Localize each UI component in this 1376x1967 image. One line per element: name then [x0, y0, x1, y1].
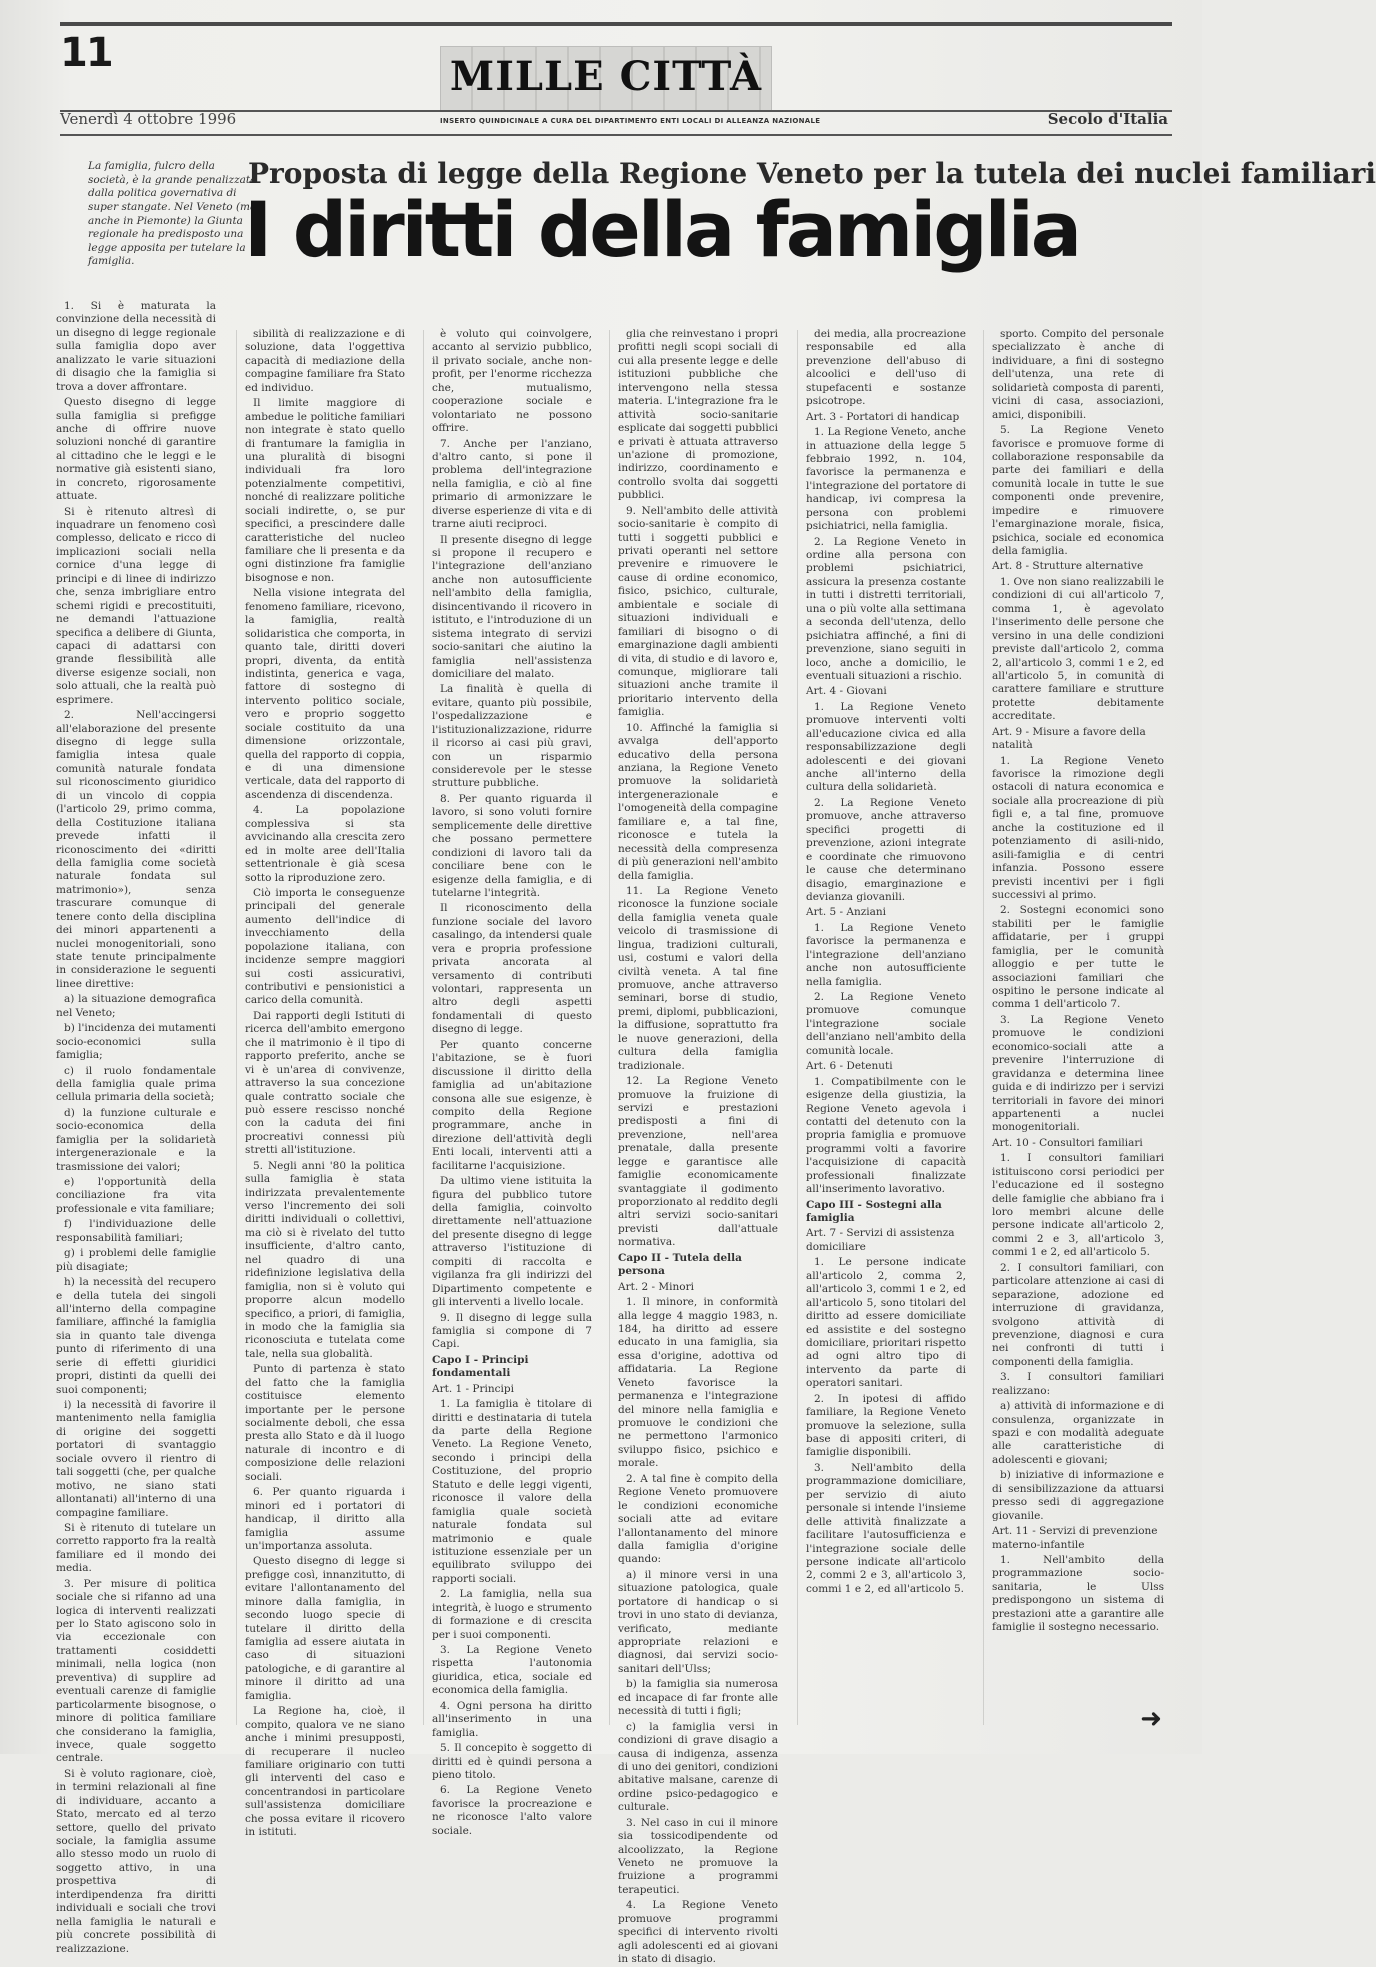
paragraph: 2. La famiglia, nella sua integrità, è luogo e strumento di formazione e di crescita per i suoi componenti.: [432, 1588, 592, 1641]
chapter-heading: Capo II - Tutela della persona: [618, 1251, 742, 1278]
paragraph: 1. La Regione Veneto favorisce la permanenza e l'integrazione dell'anziano anche non autosufficiente nella famiglia.: [806, 921, 966, 988]
paragraph: 1. Ove non siano realizzabili le condizioni di cui all'articolo 7, comma 1, è agevolato l'inserimento delle persone che versino in una delle condizioni previste dall'articolo 2, comma 2, all'articolo 3, commi 1 e 2, ed all'articolo 5, in comunità di carattere familiare e strutture protette debitamente accreditate.: [992, 575, 1164, 723]
paragraph: 5. Il concepito è soggetto di diritti ed è quindi persona a pieno titolo.: [432, 1742, 592, 1781]
paragraph: sporto. Compito del personale specializzato è anche di individuare, a fini di sostegno dell'utenza, una rete di solidarietà composta di parenti, vicini di casa, associazioni, amici, disponibili.: [992, 328, 1164, 421]
paragraph: dei media, alla procreazione responsabile ed alla prevenzione dell'abuso di alcoolici e dell'uso di stupefacenti e sostanze psicotrope.: [806, 328, 966, 408]
article-column-3: [432, 328, 592, 1837]
paragraph: Questo disegno di legge si prefigge così, innanzitutto, di evitare l'allontanamento del minore dalla famiglia, in secondo luogo specie di tutelare il diritto della famiglia ad essere aiutata in caso di situazioni patologiche, e di garantire al minore il diritto ad una famiglia.: [245, 1555, 405, 1702]
paragraph: 1. La famiglia è titolare di diritti e destinataria di tutela da parte della Regione Veneto. La Regione Veneto, secondo i principi della Costituzione, del proprio Statuto e delle leggi vigenti, riconosce il valore della famiglia quale società naturale fondata sul matrimonio e quale istituzione essenziale per un equilibrato sviluppo dei rapporti sociali.: [432, 1398, 592, 1585]
paragraph: Nella visione integrata del fenomeno familiare, ricevono, la famiglia, realtà solidaristica che comporta, in quanto tale, diritti doveri propri, diventa, da entità indistinta, generica e vaga, fattore di sostegno di intervento politico sociale, vero e proprio soggetto sociale costituito da una dimensione orizzontale, quella del rapporto di coppia, e di una dimensione verticale, data del rapporto di ascendenza di discendenza.: [245, 587, 405, 801]
paragraph: 1. Le persone indicate all'articolo 2, comma 2, all'articolo 3, commi 1 e 2, ed all'articolo 5, sono titolari del diritto ad essere domiciliate ed assistite e del sostegno domiciliare, prioritari rispetto ad ogni altro tipo di intervento da parte di operatori sanitari.: [806, 1256, 966, 1390]
continue-arrow-icon: ➜: [1140, 1704, 1162, 1734]
article-heading: Art. 5 - Anziani: [806, 906, 887, 919]
paragraph: 1. La Regione Veneto favorisce la rimozione degli ostacoli di natura economica e sociale alla procreazione di più figli e, a tal fine, promuove anche la costituzione ed il potenziamento di asili-nido, asili-famiglia e di centri infanzia. Possono essere previsti incentivi per i figli successivi al primo.: [992, 754, 1164, 901]
chapter-heading: Capo I - Principi fondamentali: [432, 1353, 529, 1380]
paragraph: Questo disegno di legge sulla famiglia si prefigge anche di offrire nuove soluzioni nonché di garantire al cittadino che le leggi e le normative già esistenti siano, in concreto, rigorosamente attuate.: [56, 396, 216, 503]
paragraph: 1. Il minore, in conformità alla legge 4 maggio 1983, n. 184, ha diritto ad essere educato in una famiglia, sia essa d'origine, adottiva od affidataria. La Regione Veneto favorisce la permanenza e l'integrazione del minore nella famiglia e promuove le condizioni che ne permettono l'armonico sviluppo fisico, psichico e morale.: [618, 1296, 778, 1470]
article-heading: Art. 9 - Misure a favore della natalità: [992, 725, 1146, 752]
article-column-5: [806, 328, 966, 1730]
paragraph: 5. La Regione Veneto favorisce e promuove forme di collaborazione responsabile da parte dei familiari e della comunità locale in tutte le sue componenti onde prevenire, impedire e rimuovere l'emarginazione morale, fisica, psichica, sociale ed economica della famiglia.: [992, 424, 1164, 557]
paragraph: a) la situazione demografica nel Veneto;: [56, 993, 216, 1019]
article-intro: La famiglia, fulcro della società, è la grande penalizzata dalla politica governativa di super stangate. Nel Veneto (ma anche in Piemonte) la Giunta regionale ha predisposto una legge apposita per tutelare la famiglia.: [88, 160, 257, 268]
paragraph: è voluto qui coinvolgere, accanto al servizio pubblico, il privato sociale, anche non-profit, per l'enorme ricchezza che, mutualismo, cooperazione sociale e volontariato ne possono offrire.: [432, 328, 592, 435]
paragraph: Dai rapporti degli Istituti di ricerca dell'ambito emergono che il matrimonio è il tipo di rapporto preferito, anche se vi è un'area di convivenze, attraverso la sua concezione quale contratto sociale che può essere rescisso nonché con la caduta dei fini procreativi connessi più stretti all'istituzione.: [245, 1009, 405, 1157]
paragraph: La finalità è quella di evitare, quanto più possibile, l'ospedalizzazione e l'istituzionalizzazione, ridurre il ricorso ai casi più gravi, con un risparmio considerevole per le stesse strutture pubbliche.: [432, 683, 592, 790]
paragraph: g) i problemi delle famiglie più disagiate;: [56, 1247, 216, 1273]
paragraph: a) attività di informazione e di consulenza, organizzate in spazi e con modalità adeguate alle caratteristiche di adolescenti e giovani;: [992, 1400, 1164, 1466]
paragraph: 3. La Regione Veneto rispetta l'autonomia giuridica, etica, sociale ed economica della famiglia.: [432, 1644, 592, 1697]
column-divider: [236, 330, 237, 1725]
paragraph: Si è ritenuto altresì di inquadrare un fenomeno così complesso, delicato e ricco di implicazioni sociali nella cornice d'una legge di principi e di linee di indirizzo che, senza imbrigliare entro schemi rigidi e precostituiti, ne demandi l'attuazione specifica a delibere di Giunta, capaci di adattarsi con grande flessibilità alle diverse esigenze sociali, non solo attuali, che la realtà può esprimere.: [56, 505, 216, 706]
paragraph: 3. La Regione Veneto promuove le condizioni economico-sociali atte a prevenire l'interruzione di gravidanza e determina linee guida e di indirizzo per i servizi territoriali in favore dei minori appartenenti a nuclei monogenitoriali.: [992, 1013, 1164, 1134]
paragraph: 2. Sostegni economici sono stabiliti per le famiglie affidatarie, per i gruppi famiglia, per le comunità alloggio e per tutte le associazioni familiari che ospitino le persone indicate al comma 1 dell'articolo 7.: [992, 904, 1164, 1011]
paragraph: 3. Nell'ambito della programmazione domiciliare, per servizio di aiuto personale si intende l'insieme delle attività finalizzate a facilitare l'autosufficienza e l'integrazione sociale delle persone indicate all'articolo 2, commi 2 e 3, all'articolo 3, commi 1 e 2, ed all'articolo 5.: [806, 1461, 966, 1595]
paragraph: b) la famiglia sia numerosa ed incapace di far fronte alle necessità di tutti i figli;: [618, 1678, 778, 1718]
dateline: Venerdì 4 ottobre 1996: [60, 110, 237, 128]
paragraph: 1. La Regione Veneto promuove interventi volti all'educazione civica ed alla responsabilizzazione degli adolescenti e dei giovani anche all'interno della cultura della solidarietà.: [806, 700, 966, 794]
article-heading: Art. 7 - Servizi di assistenza domiciliare: [806, 1227, 955, 1253]
paragraph: 3. I consultori familiari realizzano:: [992, 1371, 1164, 1397]
paragraph: Si è voluto ragionare, cioè, in termini relazionali al fine di individuare, accanto a Stato, mercato ed al terzo settore, quello del privato sociale, la famiglia assume allo stesso modo un ruolo di soggetto attivo, in una prospettiva di interdipendenza fra diritti individuali e sociali che trovi nella famiglia le naturali e più concrete possibilità di realizzazione.: [56, 1767, 216, 1955]
paragraph: 2. I consultori familiari, con particolare attenzione ai casi di separazione, adozione ed interruzione di gravidanza, svolgono attività di prevenzione, diagnosi e cura nei confronti di tutti i componenti della famiglia.: [992, 1261, 1164, 1368]
paragraph: 3. Per misure di politica sociale che si rifanno ad una logica di interventi realizzati per lo Stato agiscono solo in via eccezionale con trattamenti cosiddetti minimali, nella logica (non preventiva) di supplire ad eventuali carenze di famiglie particolarmente bisognose, o minore di politica familiare che considerano la famiglia, invece, quale soggetto centrale.: [56, 1577, 216, 1765]
paragraph: La Regione ha, cioè, il compito, qualora ve ne siano anche i minimi presupposti, di recuperare il nucleo familiare originario con tutti gli interventi del caso e concentrandosi in particolare sull'assistenza domiciliare che possa evitare il ricovero in istituti.: [245, 1705, 405, 1839]
paragraph: 1. Nell'ambito della programmazione socio-sanitaria, le Ulss predispongono un sistema di prestazioni atte a garantire alle famiglie il sostegno necessario.: [992, 1553, 1164, 1634]
supplement-tagline: INSERTO QUINDICINALE A CURA DEL DIPARTIMENTO ENTI LOCALI DI ALLEANZA NAZIONALE: [440, 117, 821, 125]
article-column-1: [56, 300, 216, 1955]
article-heading: Art. 10 - Consultori familiari: [992, 1136, 1143, 1149]
article-heading: Art. 11 - Servizi di prevenzione materno-infantile: [992, 1525, 1158, 1551]
paragraph: 6. Per quanto riguarda i minori ed i portatori di handicap, il diritto alla famiglia assume un'importanza assoluta.: [245, 1486, 405, 1552]
article-column-4: [618, 328, 779, 1966]
paragraph: c) la famiglia versi in condizioni di grave disagio a causa di indigenza, assenza di uno dei genitori, condizioni abitative malsane, carenze di ordine psico-pedagogico e culturale.: [618, 1720, 778, 1814]
paragraph: 2. La Regione Veneto in ordine alla persona con problemi psichiatrici, assicura la presenza costante in tutti i distretti territoriali, una o più volte alla settimana a seconda dell'utenza, dello psichiatra affinché, a fini di prevenzione, siano seguiti in loco, anche a domicilio, le eventuali situazioni a rischio.: [806, 535, 966, 682]
paragraph: h) la necessità del recupero e della tutela dei singoli all'interno della compagine familiare, affinché la famiglia sia in quanto tale divenga punto di riferimento di una serie di effetti giuridici propri, distinti da quelli dei suoi componenti;: [56, 1276, 216, 1396]
chapter-heading: Capo III - Sostegni alla famiglia: [806, 1198, 942, 1224]
paragraph: Punto di partenza è stato del fatto che la famiglia costituisce elemento importante per le persone socialmente deboli, che essa presta allo Stato e dà il luogo naturale di incontro e di composizione delle relazioni sociali.: [245, 1363, 405, 1483]
paragraph: sibilità di realizzazione e di soluzione, data l'oggettiva capacità di mediazione della compagine familiare fra Stato ed individuo.: [245, 328, 405, 394]
paragraph: a) il minore versi in una situazione patologica, quale portatore di handicap o si trovi in uno stato di devianza, verificato, mediante appropriate relazioni e diagnosi, dai servizi socio-sanitari dell'Ulss;: [618, 1568, 778, 1675]
newspaper-name: Secolo d'Italia: [1047, 110, 1168, 128]
paragraph: 9. Nell'ambito delle attività socio-sanitarie è compito di tutti i soggetti pubblici e privati operanti nel settore prevenire e rimuovere le cause di ordine economico, fisico, psichico, culturale, ambientale e sociale di situazioni individuali e familiari di bisogno o di emarginazione dagli ambienti di vita, di studio e di lavoro e, comunque, migliorare tali situazioni anche tramite il prioritario intervento della famiglia.: [618, 504, 778, 719]
paragraph: 6. La Regione Veneto favorisce la procreazione e ne riconosce l'alto valore sociale.: [432, 1784, 592, 1837]
paragraph: 1. Si è maturata la convinzione della necessità di un disegno di legge regionale sulla famiglia dopo aver analizzato le varie situazioni di disagio che la famiglia si trova a dover affrontare.: [56, 300, 216, 393]
paragraph: c) il ruolo fondamentale della famiglia quale prima cellula primaria della società;: [56, 1064, 216, 1104]
paragraph: e) l'opportunità della conciliazione fra vita professionale e vita familiare;: [56, 1176, 216, 1215]
article-headline: I diritti della famiglia: [244, 185, 1080, 274]
paragraph: 4. La popolazione complessiva si sta avvicinando alla crescita zero ed in molte aree dell'Italia settentrionale è già scesa sotto la riproduzione zero.: [245, 804, 405, 884]
paragraph: 2. La Regione Veneto promuove comunque l'integrazione sociale dell'anziano nell'ambito della comunità locale.: [806, 991, 966, 1057]
paragraph: b) l'incidenza dei mutamenti socio-economici sulla famiglia;: [56, 1022, 216, 1062]
paragraph: 1. Compatibilmente con le esigenze della giustizia, la Regione Veneto agevola i contatti del detenuto con la propria famiglia e promuove programmi volti a favorire l'acquisizione di capacità professionali finalizzate all'inserimento lavorativo.: [806, 1075, 966, 1196]
paragraph: b) iniziative di informazione e di sensibilizzazione da attuarsi presso sedi di aggregazione giovanile.: [992, 1469, 1164, 1522]
column-divider: [423, 330, 424, 1725]
paragraph: 4. La Regione Veneto promuove programmi specifici di intervento rivolti agli adolescenti ed ai giovani in stato di disagio.: [618, 1899, 778, 1966]
paragraph: 9. Il disegno di legge sulla famiglia si compone di 7 Capi.: [432, 1311, 592, 1351]
paragraph: Il riconoscimento della funzione sociale del lavoro casalingo, da intendersi quale vera e propria professione privata ancorata al versamento di contributi volontari, rappresenta un altro degli aspetti fondamentali di questo disegno di legge.: [432, 902, 592, 1036]
page-number: 11: [60, 30, 112, 76]
paragraph: i) la necessità di favorire il mantenimento nella famiglia di origine dei soggetti portatori di svantaggio sociale ovvero il rientro di tali soggetti (che, per qualche motivo, ne siano stati allontanati) all'interno di una compagine familiare.: [56, 1399, 216, 1519]
paragraph: Il presente disegno di legge si propone il recupero e l'integrazione dell'anziano anche non autosufficiente nell'ambito della famiglia, disincentivando il ricovero in istituto, e l'introduzione di un sistema integrato di servizi socio-sanitari che aiutino la famiglia nell'assistenza domiciliare del malato.: [432, 533, 592, 680]
paragraph: 1. I consultori familiari istituiscono corsi periodici per l'educazione ed il sostegno delle famiglie che abbiano fra i loro membri alcune delle persone indicate all'articolo 2, commi 2 e 3, all'articolo 3, commi 1 e 2, ed all'articolo 5.: [992, 1152, 1164, 1259]
paragraph: Ciò importa le conseguenze principali del generale aumento dell'indice di invecchiamento della popolazione italiana, con incidenze sempre maggiori sui costi assicurativi, contributivi e pensionistici a carico della comunità.: [245, 886, 405, 1007]
column-divider: [797, 330, 798, 1725]
paragraph: 2. In ipotesi di affido familiare, la Regione Veneto promuove la selezione, sulla base di appositi criteri, di famiglie disponibili.: [806, 1392, 966, 1459]
paragraph: Per quanto concerne l'abitazione, se è fuori discussione il diritto della famiglia ad un'abitazione consona alle sue esigenze, è compito della Regione programmare, anche in direzione dell'attività degli Enti locali, interventi atti a facilitarne l'acquisizione.: [432, 1038, 592, 1172]
paragraph: 2. La Regione Veneto promuove, anche attraverso specifici progetti di prevenzione, azioni integrate e coordinate che rimuovono le cause che determinano disagio, emarginazione e devianza giovanili.: [806, 796, 966, 903]
paragraph: 2. A tal fine è compito della Regione Veneto promuovere le condizioni economiche sociali atte ad evitare l'allontanamento del minore dalla famiglia d'origine quando:: [618, 1472, 778, 1566]
article-heading: Art. 1 - Principi: [432, 1382, 514, 1395]
article-heading: Art. 4 - Giovani: [806, 685, 887, 698]
top-rule: [60, 22, 1172, 26]
masthead-logo: [440, 46, 772, 112]
paragraph: Il limite maggiore di ambedue le politiche familiari non integrate è stato quello di frantumare la famiglia in una pluralità di bisogni individuali fra loro potenzialmente competitivi, nonché di realizzare politiche sociali indirette, o, se pur specifici, a prescindere dalle caratteristiche del nucleo familiare che li presenta e da ogni distinzione fra famiglie bisognose e non.: [245, 397, 405, 584]
column-divider: [983, 330, 984, 1725]
paragraph: Da ultimo viene istituita la figura del pubblico tutore della famiglia, coinvolto direttamente nell'attuazione del presente disegno di legge attraverso l'istituzione di compiti di raccolta e vigilanza fra gli indirizzi del Dipartimento competente e gli interventi a livello locale.: [432, 1175, 592, 1309]
paragraph: d) la funzione culturale e socio-economica della famiglia per la solidarietà intergenerazionale e la trasmissione dei valori;: [56, 1106, 216, 1173]
paragraph: 12. La Regione Veneto promuove la fruizione di servizi e prestazioni predisposti a fini di prevenzione, nell'area prenatale, dalla presente legge e garantisce alle famiglie economicamente svantaggiate il godimento proporzionato al reddito degli altri servizi socio-sanitari previsti dall'attuale normativa.: [618, 1075, 778, 1249]
article-heading: Art. 8 - Strutture alternative: [992, 560, 1144, 573]
column-divider: [609, 330, 610, 1725]
paragraph: 2. Nell'accingersi all'elaborazione del presente disegno di legge sulla famiglia intesa quale comunità naturale fondata sul riconoscimento giuridico di un vincolo di coppia (l'articolo 29, primo comma, della Costituzione italiana prevede infatti il riconoscimento dei «diritti della famiglia come società naturale fondata sul matrimonio»), senza trascurare comunque di tenere conto della disciplina dei minori appartenenti a nuclei monogenitoriali, sono state tenute principalmente in considerazione le seguenti linee direttive:: [56, 709, 216, 990]
paragraph: 7. Anche per l'anziano, d'altro canto, si pone il problema dell'integrazione nella famiglia, e ciò al fine primario di armonizzare le diverse esperienze di vita e di trarne aiuti reciproci.: [432, 437, 592, 531]
paragraph: 8. Per quanto riguarda il lavoro, si sono voluti fornire semplicemente delle direttive che possano permettere condizioni di lavoro tali da conciliare bene con le esigenze della famiglia, e di tutelarne l'integrità.: [432, 792, 592, 899]
paragraph: 11. La Regione Veneto riconosce la funzione sociale della famiglia veneta quale veicolo di trasmissione di lingua, tradizioni culturali, usi, costumi e valori della civiltà veneta. A tal fine promuove, anche attraverso seminari, borse di studio, premi, diplomi, pubblicazioni, la diffusione, soprattutto fra le nuove generazioni, della cultura della famiglia tradizionale.: [618, 884, 778, 1072]
article-column-6: [992, 328, 1164, 1730]
paragraph: 1. La Regione Veneto, anche in attuazione della legge 5 febbraio 1992, n. 104, favorisce la permanenza e l'integrazione del portatore di handicap, ivi compresa la persona con problemi psichiatrici, nella famiglia.: [806, 426, 966, 533]
paragraph: f) l'individuazione delle responsabilità familiari;: [56, 1218, 216, 1244]
article-column-2: [245, 328, 405, 1839]
paragraph: 4. Ogni persona ha diritto all'inserimento in una famiglia.: [432, 1699, 592, 1739]
masthead-title: MILLE CITTÀ: [449, 53, 763, 100]
paragraph: glia che reinvestano i propri profitti negli scopi sociali di cui alla presente legge e delle istituzioni pubbliche che intervengono nella stessa materia. L'integrazione fra le attività socio-sanitarie esplicate dai soggetti pubblici e privati è attuata attraverso un'azione di promozione, indirizzo, coordinamento e controllo svolta dai soggetti pubblici.: [618, 328, 779, 502]
article-heading: Art. 2 - Minori: [618, 1280, 694, 1293]
paragraph: 5. Negli anni '80 la politica sulla famiglia è stata indirizzata prevalentemente verso l'incremento dei soli diritti individuali o collettivi, ma ciò si è rivelato del tutto insufficiente, d'altro canto, nel quadro di una ridefinizione legislativa della famiglia, non si è voluto qui proporre alcun modello specifico, a priori, di famiglia, in modo che la famiglia sia riconosciuta e tutelata come tale, nella sua globalità.: [245, 1159, 405, 1360]
paragraph: Si è ritenuto di tutelare un corretto rapporto fra la realtà familiare ed il mondo dei media.: [56, 1521, 216, 1575]
article-heading: Art. 6 - Detenuti: [806, 1060, 893, 1073]
article-subtitle: Proposta di legge della Regione Veneto per la tutela dei nuclei familiari: [248, 157, 1376, 190]
paragraph: 3. Nel caso in cui il minore sia tossicodipendente od alcoolizzato, la Regione Veneto ne promuove la fruizione a programmi terapeutici.: [618, 1816, 778, 1896]
article-heading: Art. 3 - Portatori di handicap: [806, 410, 960, 423]
paragraph: 10. Affinché la famiglia si avvalga dell'apporto educativo della persona anziana, la Regione Veneto promuove la solidarietà intergenerazionale e l'omogeneità della compagine familiare e, a tal fine, riconosce e tutela la necessità della compresenza di più generazioni nell'ambito della famiglia.: [618, 721, 778, 882]
